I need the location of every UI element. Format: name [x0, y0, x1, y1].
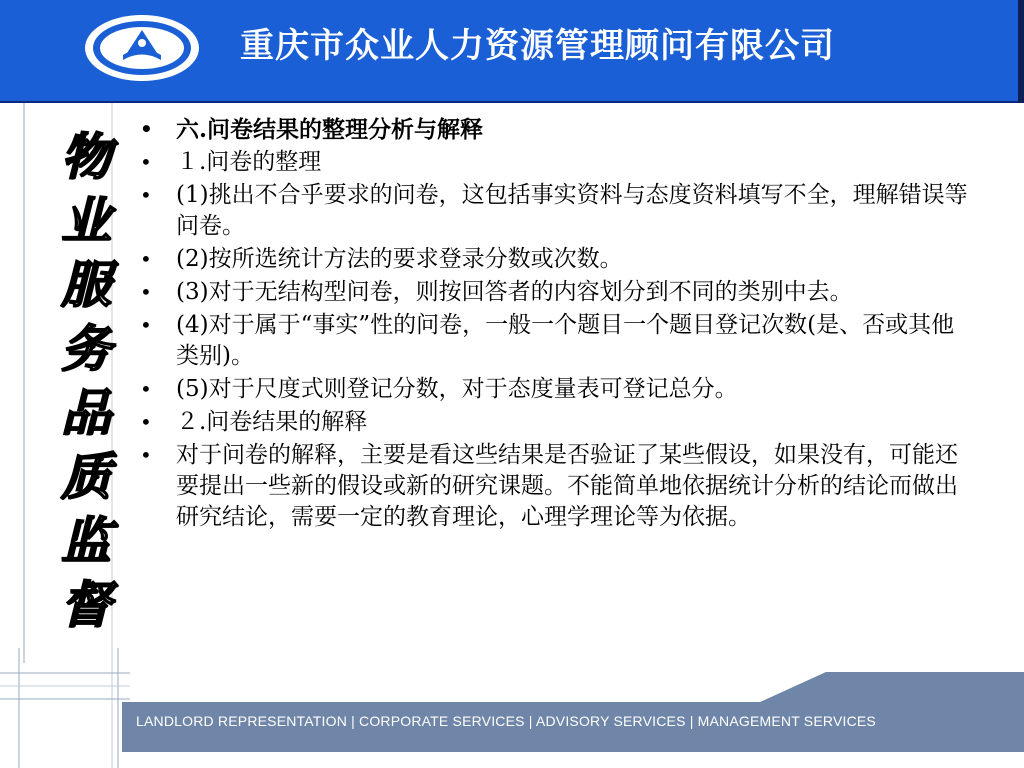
list-item	[140, 374, 968, 405]
footer-services-text: LANDLORD REPRESENTATION | CORPORATE SERVICES | ADVISORY SERVICES | MANAGEMENT SERVICES	[136, 713, 876, 729]
list-item-text: 六.问卷结果的整理分析与解释	[176, 116, 484, 143]
list-item	[140, 147, 968, 178]
list-item	[140, 114, 968, 145]
list-item	[140, 180, 968, 242]
bullet-icon: •	[140, 280, 152, 304]
list-item	[140, 407, 968, 438]
list-item-text: (1)挑出不合乎要求的问卷，这包括事实资料与态度资料填写不全，理解错误等问卷。	[176, 182, 968, 239]
list-item	[140, 440, 968, 533]
list-item-text: (2)按所选统计方法的要求登录分数或次数。	[176, 246, 623, 272]
header-shadow	[1018, 0, 1024, 103]
bullet-icon: •	[140, 377, 152, 401]
list-item-text: １.问卷的整理	[176, 149, 322, 175]
bullet-icon: •	[140, 247, 152, 271]
list-item-text: ２.问卷结果的解释	[176, 409, 368, 435]
company-logo-icon	[83, 13, 201, 83]
bullet-icon: •	[140, 443, 152, 467]
list-item-text: (5)对于尺度式则登记分数，对于态度量表可登记总分。	[176, 376, 738, 402]
header-bar	[0, 0, 1018, 103]
bullet-icon: •	[140, 313, 152, 337]
list-item-text: (3)对于无结构型问卷，则按回答者的内容划分到不同的类别中去。	[176, 279, 853, 305]
vertical-title: 物业服务品质监督	[53, 130, 111, 642]
list-item	[140, 277, 968, 308]
bullet-icon: •	[140, 150, 152, 174]
list-item-text: (4)对于属于“事实”性的问卷，一般一个题目一个题目登记次数(是、否或其他类别)。	[176, 312, 955, 369]
list-item	[140, 310, 968, 372]
footer-band	[0, 640, 1024, 768]
list-item	[140, 244, 968, 275]
company-name: 重庆市众业人力资源管理顾问有限公司	[240, 26, 835, 66]
bullet-icon: •	[140, 117, 153, 141]
bullet-icon: •	[140, 410, 152, 434]
list-item-text: 对于问卷的解释，主要是看这些结果是否验证了某些假设，如果没有，可能还要提出一些新的假设或新的研究课题。不能简单地依据统计分析的结论而做出研究结论，需要一定的教育理论，心理学理论等为依据。	[176, 442, 958, 530]
bullet-icon: •	[140, 183, 152, 207]
bullet-list	[140, 114, 968, 535]
